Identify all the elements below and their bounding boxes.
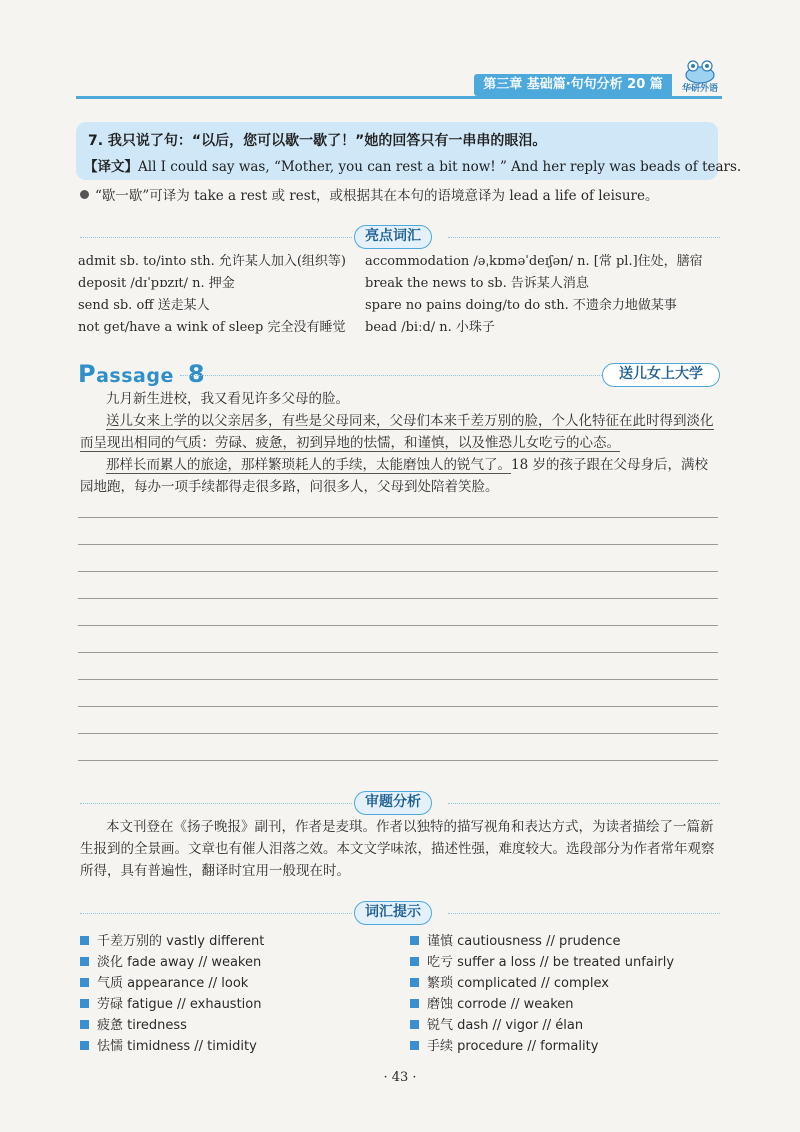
square-bullet-icon [80,1020,89,1029]
writing-line[interactable] [78,706,718,707]
passage-paragraph-2 [80,410,720,454]
hint-item: 吃亏 suffer a loss // be treated unfairly [410,951,674,970]
analysis-text [80,816,720,882]
writing-line[interactable] [78,679,718,680]
section-rule [448,913,720,914]
square-bullet-icon [80,936,89,945]
hint-item: 疲惫 tiredness [80,1014,187,1033]
vocab-item: admit sb. to/into sth. 允许某人加入(组织等) [78,254,346,269]
section-rule [448,803,720,804]
passage-paragraph-1 [80,388,720,410]
hint-item: 磨蚀 corrode // weaken [410,993,574,1012]
writing-line[interactable] [78,625,718,626]
hint-item: 怯懦 timidness // timidity [80,1035,257,1054]
analysis-body: 本文刊登在《扬子晚报》副刊，作者是麦琪。作者以独特的描写视角和表达方式，为读者描绘了一篇新生报到的全景画。文章也有催人泪落之效。本文文学味浓，描述性强，难度较大。选段部分为作者常年观察所得，具有普遍性，翻译时宜用一般现在时。 [80,819,715,879]
square-bullet-icon [80,999,89,1008]
hints-heading: 词汇提示 [354,901,432,925]
passage-rule [180,375,602,376]
hint-item: 千差万别的 vastly different [80,930,264,949]
hint-item: 气质 appearance // look [80,972,248,991]
logo-text: 华研外语 [681,84,718,94]
writing-line[interactable] [78,760,718,761]
hint-item: 淡化 fade away // weaken [80,951,261,970]
vocab-item: deposit /dɪˈpɒzɪt/ n. 押金 [78,276,235,291]
publisher-logo [674,58,726,98]
translation-tag: 【译文】 [84,159,138,175]
analysis-heading: 审题分析 [354,791,432,815]
writing-line[interactable] [78,598,718,599]
square-bullet-icon [410,999,419,1008]
square-bullet-icon [80,1041,89,1050]
note-text: “歇一歇”可译为 take a rest 或 rest，或根据其在本句的语境意译为 lead a life of leisure。 [95,188,659,204]
hint-item: 繁琐 complicated // complex [410,972,609,991]
passage-title [78,360,205,388]
hint-item: 锐气 dash // vigor // élan [410,1014,583,1033]
sentence-question: 7. 我只说了句：“以后，您可以歇一歇了！”她的回答只有一串串的眼泪。 [88,133,547,149]
hint-item: 谨慎 cautiousness // prudence [410,930,620,949]
highlights-heading: 亮点词汇 [354,225,432,249]
sentence-box [76,122,742,180]
vocab-item: send sb. off 送走某人 [78,298,210,313]
sentence-translation [84,155,741,175]
square-bullet-icon [80,957,89,966]
underlined-text: 那样长而累人的旅途，那样繁琐耗人的手续，太能磨蚀人的锐气了。 [106,457,511,473]
section-rule [448,237,720,238]
frog-logo-icon [682,58,718,84]
vocab-item: accommodation /əˌkɒməˈdeɪʃən/ n. [常 pl.]住处，膳宿 [365,254,703,269]
writing-line[interactable] [78,544,718,545]
vocab-item: spare no pains doing/to do sth. 不遗余力地做某事 [365,298,677,313]
hint-item: 手续 procedure // formality [410,1035,598,1054]
passage-word: assage [96,365,174,387]
section-rule [80,913,352,914]
chapter-tab: 第三章 基础篇·句句分析 20 篇 [474,74,672,96]
paragraph-text: 九月新生进校，我又看见许多父母的脸。 [106,391,349,407]
underlined-text: 送儿女来上学的以父亲居多，有些是父母同来，父母们本来千差万别的脸，个人化特征在此时得到淡化而呈现出相同的气质：劳碌、疲惫，初到异地的怯懦，和谨慎，以及惟恐儿女吃亏的心态。 [80,413,714,451]
passage-paragraph-3 [80,454,720,498]
section-rule [80,803,352,804]
vocab-item: break the news to sb. 告诉某人消息 [365,276,589,291]
bullet-dot-icon [80,190,89,199]
square-bullet-icon [410,1041,419,1050]
translation-text: All I could say was, “Mother, you can rest a bit now! ” And her reply was beads of tears. [138,159,742,175]
square-bullet-icon [410,978,419,987]
square-bullet-icon [80,978,89,987]
section-rule [80,237,352,238]
passage-word-cap: P [78,360,97,388]
square-bullet-icon [410,1020,419,1029]
header-rule [76,96,722,99]
paragraph-text: 18 岁的孩子跟在父母身后，满校园地跑，每办一项手续都得走很多路，问很多人，父母到处陪着笑脸。 [80,457,708,495]
writing-line[interactable] [78,733,718,734]
hint-item: 劳碌 fatigue // exhaustion [80,993,261,1012]
vocab-item: not get/have a wink of sleep 完全没有睡觉 [78,320,346,335]
square-bullet-icon [410,936,419,945]
writing-line[interactable] [78,571,718,572]
writing-line[interactable] [78,517,718,518]
passage-topic-tag: 送儿女上大学 [602,363,720,387]
square-bullet-icon [410,957,419,966]
writing-line[interactable] [78,652,718,653]
passage-number: 8 [187,360,205,388]
translation-note [80,184,658,204]
vocab-item: bead /biːd/ n. 小珠子 [365,320,495,335]
page-number: · 43 · [383,1070,417,1085]
